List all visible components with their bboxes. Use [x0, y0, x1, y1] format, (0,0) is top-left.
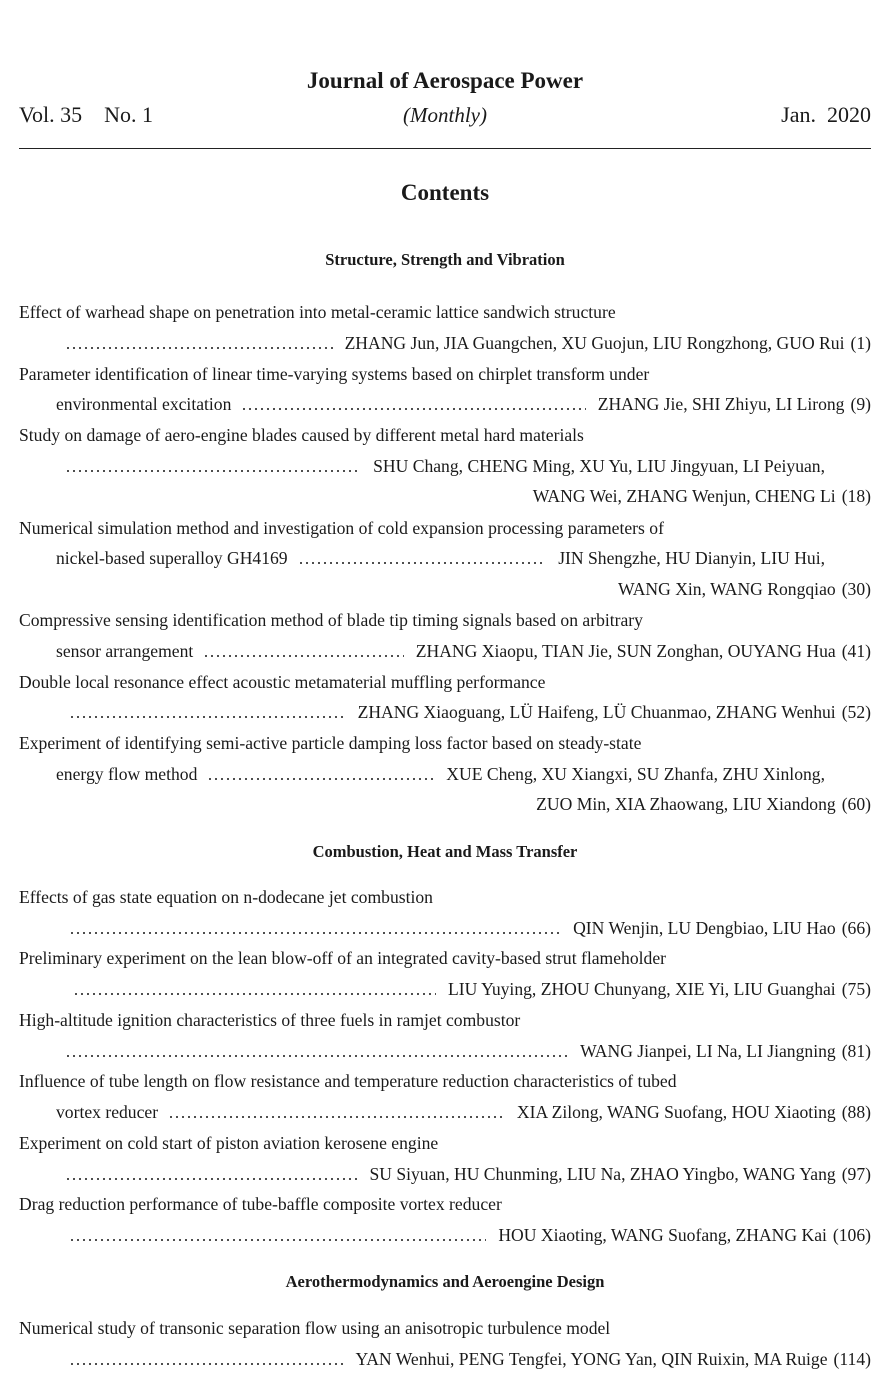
article-title[interactable]: Effect of warhead shape on penetration into metal-ceramic lattice sandwich structure	[19, 302, 616, 322]
journal-title: Journal of Aerospace Power	[306, 68, 584, 93]
article-title[interactable]: Preliminary experiment on the lean blow-off of an integrated cavity-based strut flameholder	[19, 948, 666, 968]
article-title[interactable]: Drag reduction performance of tube-baffle composite vortex reducer	[19, 1194, 502, 1214]
author-line: ZHANG Xiaoguang, LÜ Haifeng, LÜ Chuanmao, ZHANG Wenhui (52)	[19, 698, 871, 726]
article-title[interactable]: Influence of tube length on flow resistance and temperature reduction characteristics of tubed	[19, 1071, 677, 1091]
article-title[interactable]: Numerical study of transonic separation flow using an anisotropic turbulence model	[19, 1318, 611, 1338]
issue-info-row	[19, 100, 871, 130]
article-title[interactable]: Experiment of identifying semi-active particle damping loss factor based on steady-state	[19, 733, 642, 753]
section-heading: Combustion, Heat and Mass Transfer	[312, 842, 578, 861]
article-title[interactable]: Compressive sensing identification method of blade tip timing signals based on arbitrary	[19, 610, 643, 630]
author-line: WANG Wei, ZHANG Wenjun, CHENG Li (18)	[532, 486, 871, 506]
author-line: vortex reducer XIA Zilong, WANG Suofang, HOU Xiaoting (88)	[19, 1098, 871, 1126]
section-heading: Structure, Strength and Vibration	[325, 250, 565, 269]
author-line: ZUO Min, XIA Zhaowang, LIU Xiandong (60)	[536, 794, 871, 814]
article-title[interactable]: Experiment on cold start of piston aviation kerosene engine	[19, 1133, 439, 1153]
author-line: ZHANG Jun, JIA Guangchen, XU Guojun, LIU Rongzhong, GUO Rui (1)	[19, 329, 871, 357]
author-line: SU Siyuan, HU Chunming, LIU Na, ZHAO Yingbo, WANG Yang (97)	[19, 1160, 871, 1188]
author-line: QIN Wenjin, LU Dengbiao, LIU Hao (66)	[19, 914, 871, 942]
article-title[interactable]: Study on damage of aero-engine blades caused by different metal hard materials	[19, 425, 584, 445]
contents-title: Contents	[400, 180, 490, 205]
author-line: YAN Wenhui, PENG Tengfei, YONG Yan, QIN Ruixin, MA Ruige (114)	[19, 1345, 871, 1373]
author-line: nickel-based superalloy GH4169 JIN Shengzhe, HU Dianyin, LIU Hui,	[19, 544, 871, 572]
section-heading: Aerothermodynamics and Aeroengine Design	[285, 1272, 605, 1291]
author-line: SHU Chang, CHENG Ming, XU Yu, LIU Jingyuan, LI Peiyuan,	[19, 452, 871, 480]
author-line: WANG Jianpei, LI Na, LI Jiangning (81)	[19, 1037, 871, 1065]
author-line: energy flow method XUE Cheng, XU Xiangxi, SU Zhanfa, ZHU Xinlong,	[19, 760, 871, 788]
article-title[interactable]: Parameter identification of linear time-varying systems based on chirplet transform under	[19, 364, 650, 384]
author-line: LIU Yuying, ZHOU Chunyang, XIE Yi, LIU Guanghai (75)	[19, 975, 871, 1003]
article-title[interactable]: Double local resonance effect acoustic metamaterial muffling performance	[19, 672, 546, 692]
header-rule	[19, 148, 871, 149]
issue-date: Jan. 2020	[781, 102, 871, 127]
article-title[interactable]: High-altitude ignition characteristics of three fuels in ramjet combustor	[19, 1010, 521, 1030]
author-line: WANG Xin, WANG Rongqiao (30)	[618, 579, 871, 599]
author-line: HOU Xiaoting, WANG Suofang, ZHANG Kai (106)	[19, 1221, 871, 1249]
frequency: (Monthly)	[403, 103, 487, 127]
author-line: sensor arrangement ZHANG Xiaopu, TIAN Jie, SUN Zonghan, OUYANG Hua (41)	[19, 637, 871, 665]
author-line: environmental excitation ZHANG Jie, SHI Zhiyu, LI Lirong (9)	[19, 390, 871, 418]
volume-number: Vol. 35 No. 1	[19, 102, 154, 127]
article-title[interactable]: Effects of gas state equation on n-dodecane jet combustion	[19, 887, 433, 907]
article-title[interactable]: Numerical simulation method and investigation of cold expansion processing parameters of	[19, 518, 664, 538]
